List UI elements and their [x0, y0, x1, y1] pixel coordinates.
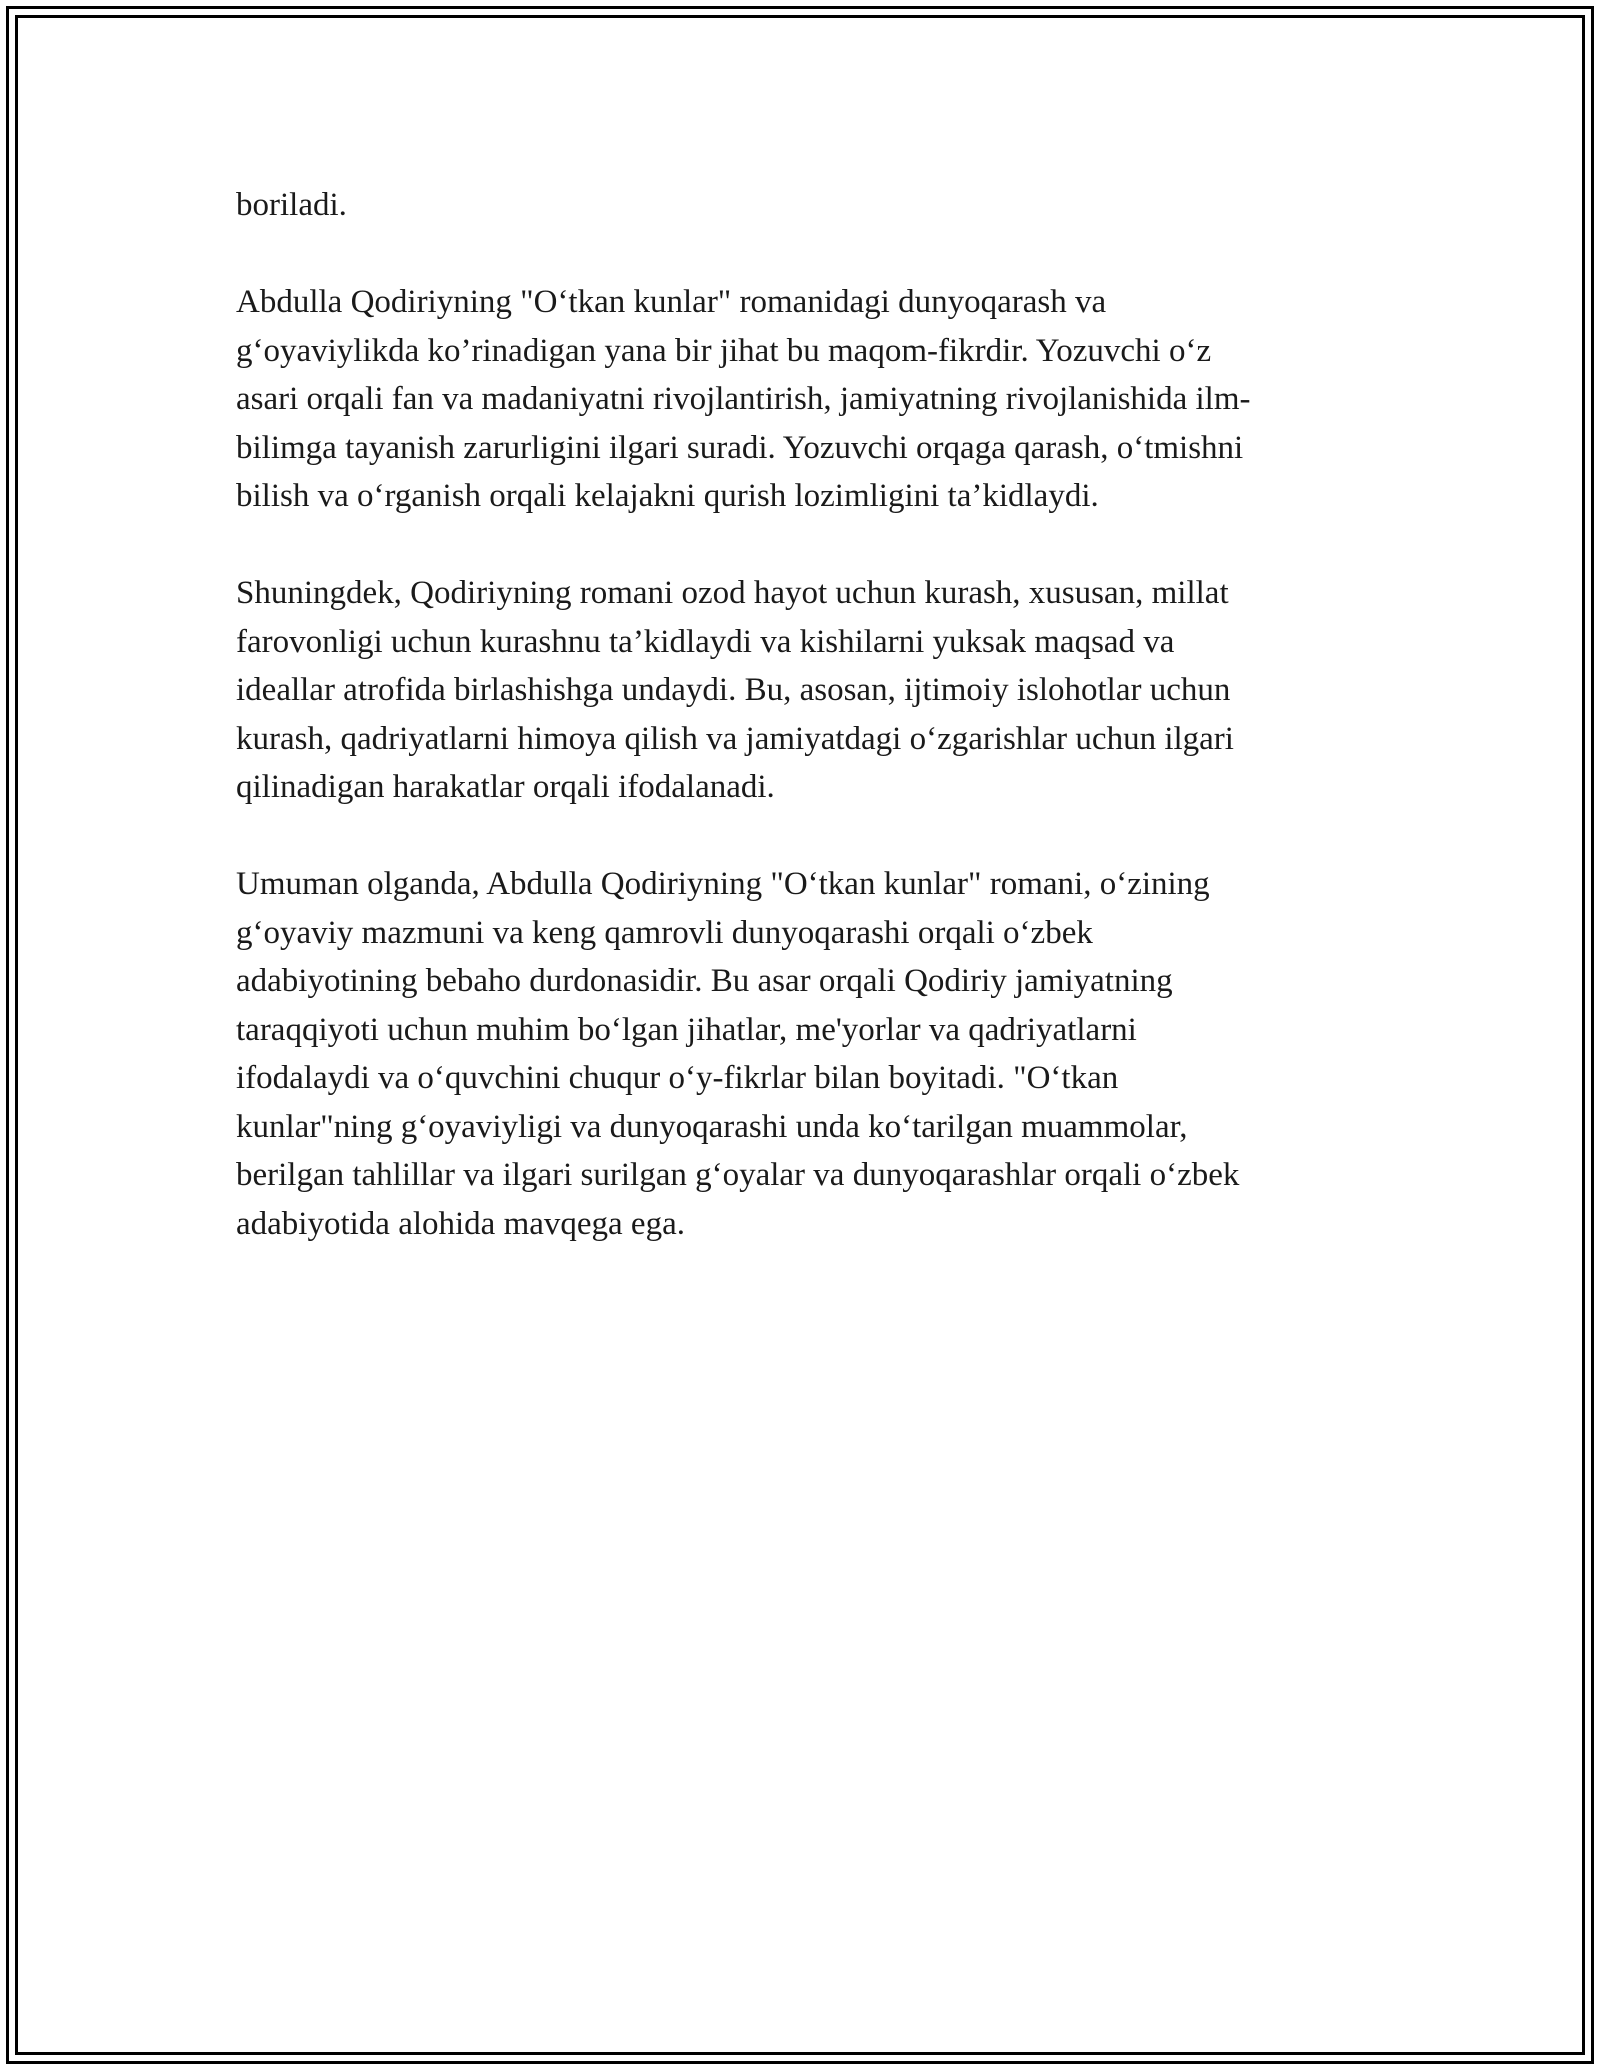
- text-line: ifodalaydi va o‘quvchini chuqur o‘y-fikrlar bilan boyitadi. "O‘tkan: [236, 1060, 1119, 1096]
- text-line: bilimga tayanish zarurligini ilgari suradi. Yozuvchi orqaga qarash, o‘tmishni: [236, 429, 1244, 466]
- paragraph-1: [236, 181, 1376, 230]
- text-line: Umuman olganda, Abdulla Qodiriyning "O‘tkan kunlar" romani, o‘zining: [236, 866, 1210, 902]
- text-line: g‘oyaviy mazmuni va keng qamrovli dunyoqarashi orqali o‘zbek: [236, 914, 1093, 951]
- text-line: g‘oyaviylikda ko’rinadigan yana bir jihat bu maqom-fikrdir. Yozuvchi o‘z: [236, 332, 1212, 369]
- text-line: Abdulla Qodiriyning "O‘tkan kunlar" romanidagi dunyoqarash va: [236, 284, 1107, 320]
- paragraph-4: [236, 860, 1376, 1248]
- paragraph-3: [236, 569, 1376, 812]
- text-line: taraqqiyoti uchun muhim bo‘lgan jihatlar, me'yorlar va qadriyatlarni: [236, 1011, 1137, 1048]
- text-line: berilgan tahlillar va ilgari surilgan g‘oyalar va dunyoqarashlar orqali o‘zbek: [236, 1157, 1240, 1193]
- text-line: bilish va o‘rganish orqali kelajakni qurish lozimligini ta’kidlaydi.: [236, 478, 1099, 514]
- text-line: asari orqali fan va madaniyatni rivojlantirish, jamiyatning rivojlanishida ilm-: [236, 381, 1251, 417]
- text-line: farovonligi uchun kurashnu ta’kidlaydi va kishilarni yuksak maqsad va: [236, 623, 1175, 660]
- text-line: kurash, qadriyatlarni himoya qilish va jamiyatdagi o‘zgarishlar uchun ilgari: [236, 720, 1234, 757]
- text-line: ideallar atrofida birlashishga undaydi. Bu, asosan, ijtimoiy islohotlar uchun: [236, 672, 1231, 708]
- text-line: kunlar"ning g‘oyaviyligi va dunyoqarashi unda ko‘tarilgan muammolar,: [236, 1108, 1188, 1145]
- text-line: adabiyotida alohida mavqega ega.: [236, 1205, 685, 1242]
- text-line: adabiyotining bebaho durdonasidir. Bu asar orqali Qodiriy jamiyatning: [236, 963, 1173, 999]
- text-line: Shuningdek, Qodiriyning romani ozod hayot uchun kurash, xususan, millat: [236, 575, 1229, 611]
- text-line: boriladi.: [236, 187, 347, 223]
- document-body: [236, 181, 1376, 1297]
- paragraph-2: [236, 278, 1376, 521]
- text-line: qilinadigan harakatlar orqali ifodalanadi.: [236, 769, 775, 805]
